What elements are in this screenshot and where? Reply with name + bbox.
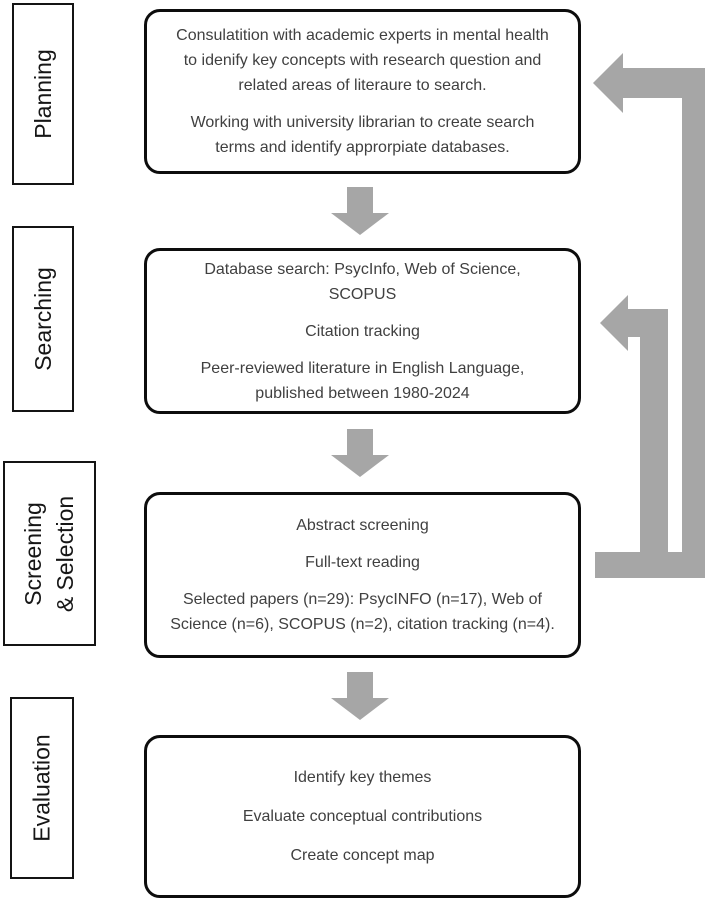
feedback-arrow-to-searching-icon	[600, 295, 668, 578]
paragraph: Citation tracking	[305, 322, 420, 340]
process-box-evaluation	[144, 735, 581, 898]
stage-label-screening-selection	[18, 495, 82, 611]
down-arrow-icon	[331, 672, 389, 720]
stage-label-text: & Selection	[52, 495, 79, 612]
paragraph: Full-text reading	[305, 554, 420, 571]
stage-label-text: Searching	[30, 267, 57, 371]
stage-label-evaluation	[26, 734, 58, 841]
paragraph: Abstract screening	[296, 517, 429, 534]
stage-box-evaluation	[10, 697, 74, 879]
paragraph: Identify key themes	[293, 769, 432, 786]
stage-label-text: Screening	[20, 501, 47, 606]
paragraph: Create concept map	[290, 847, 435, 864]
paragraph: Database search: PsycInfo, Web of Science, SCOPUS	[204, 260, 521, 303]
down-arrow-icon	[331, 429, 389, 477]
stage-box-screening-selection	[3, 461, 96, 646]
stage-label-planning	[27, 49, 59, 139]
process-box-screening-selection	[144, 492, 581, 658]
paragraph: Working with university librarian to create search terms and identify approrpiate databases.	[190, 114, 535, 156]
paragraph: Evaluate conceptual contributions	[242, 808, 483, 825]
paragraph: Peer-reviewed literature in English Language, published between 1980-2024	[200, 359, 525, 402]
paragraph: Selected papers (n=29): PsycINFO (n=17), Web of Science (n=6), SCOPUS (n=2), citation tracking (n=4).	[170, 591, 555, 633]
stage-label-text: Planning	[30, 49, 56, 139]
down-arrow-icon	[331, 187, 389, 235]
stage-label-text: Evaluation	[29, 734, 56, 842]
stage-box-searching	[12, 226, 74, 412]
process-box-searching	[144, 248, 581, 414]
process-box-planning	[144, 9, 581, 174]
feedback-arrows	[580, 40, 709, 600]
stage-label-searching	[27, 267, 59, 371]
paragraph: Consulatition with academic experts in mental health to idenify key concepts with research question and related areas of literaure to search.	[176, 27, 549, 94]
stage-box-planning	[12, 3, 74, 185]
